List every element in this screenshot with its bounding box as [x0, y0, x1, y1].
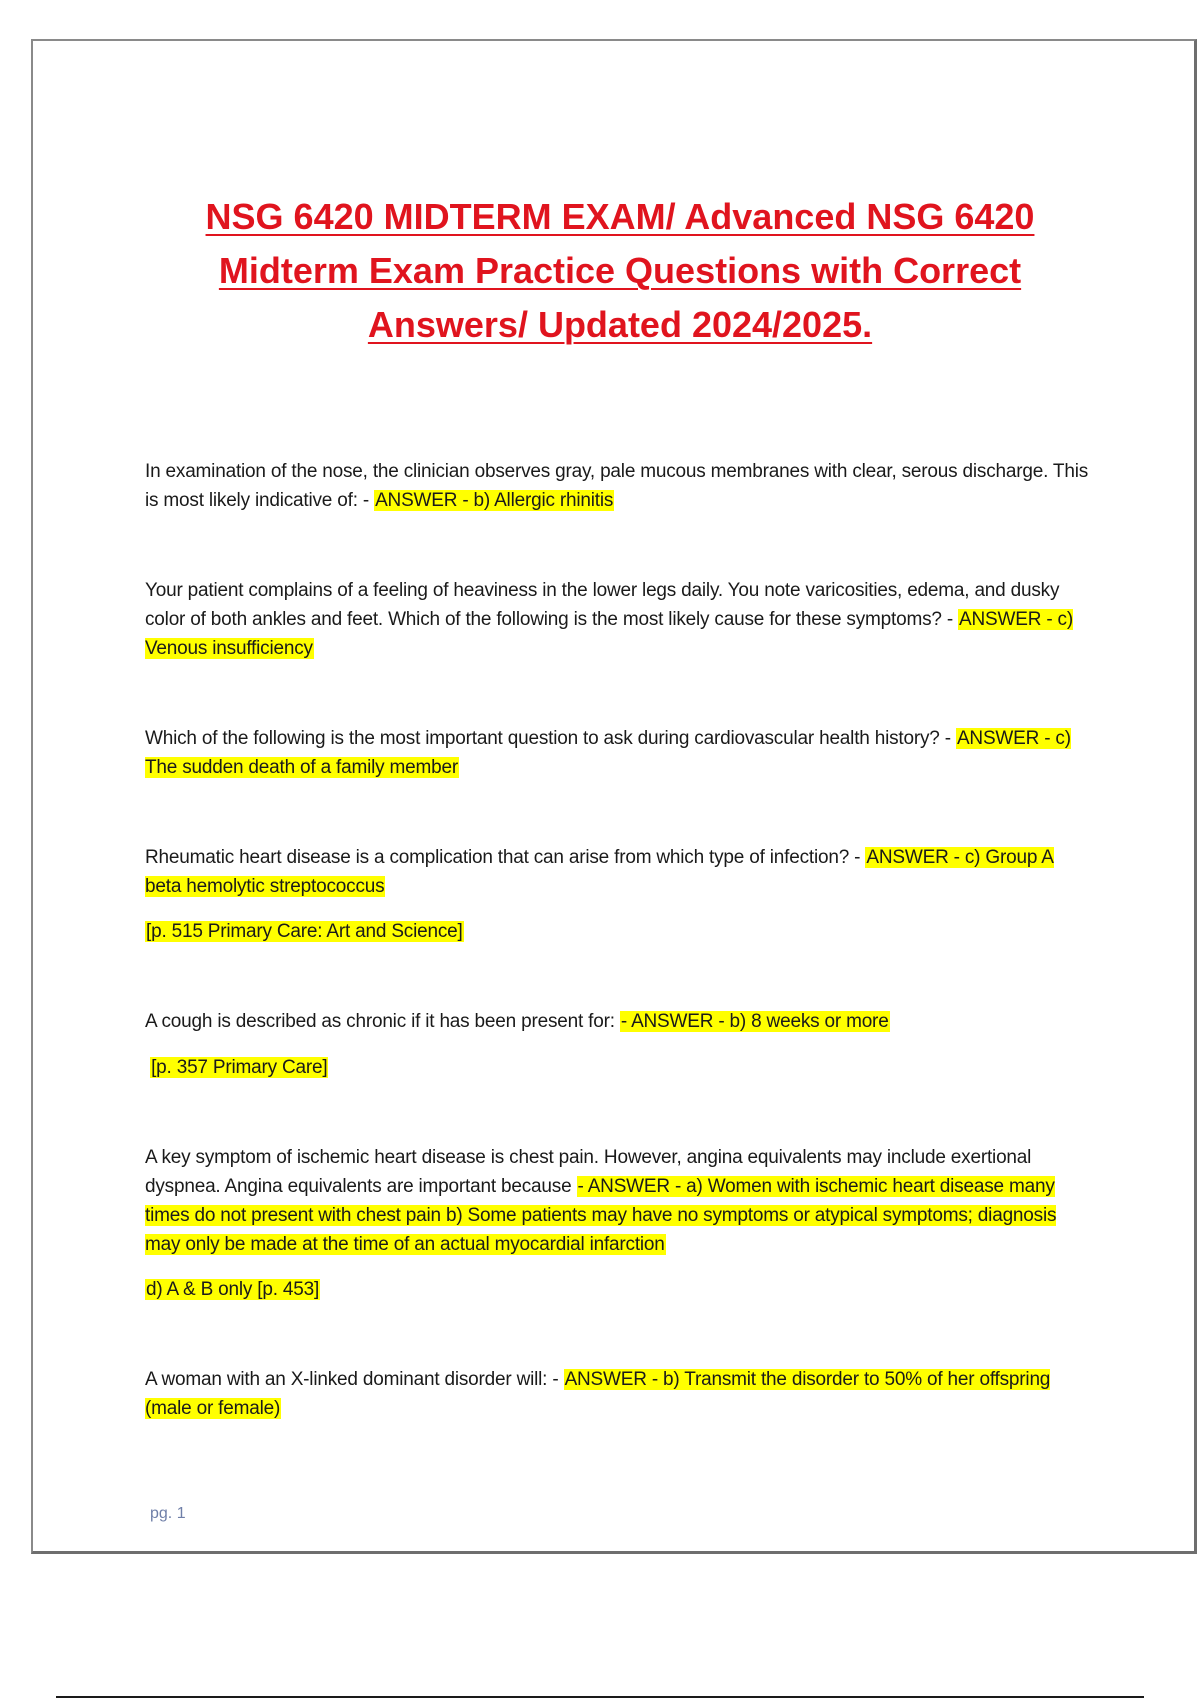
- answer-highlight: - ANSWER - b) 8 weeks or more: [620, 1011, 889, 1032]
- question-list: [145, 457, 1090, 1423]
- answer-highlight: ANSWER - c) Group A beta hemolytic streptococcus: [145, 847, 1054, 897]
- question-item-5: [145, 1007, 1090, 1036]
- answer-highlight: ANSWER - b) Transmit the disorder to 50% of her offspring (male or female): [145, 1369, 1051, 1419]
- question-text: In examination of the nose, the clinician observes gray, pale mucous membranes with clear, serous discharge. This is most likely indicative of: -: [145, 461, 1089, 511]
- reference-line: [145, 1053, 1090, 1082]
- question-item-1: [145, 457, 1090, 515]
- reference-line: [145, 1275, 1090, 1304]
- question-text: A woman with an X-linked dominant disorder will: -: [145, 1369, 559, 1390]
- answer-highlight: - ANSWER - a) Women with ischemic heart disease many times do not present with chest pain b) Some patients may have no symptoms or atypical symptoms; diagnosis may only be made at the time of an actual myocardial infarction: [145, 1176, 1057, 1255]
- bottom-rule: [56, 1696, 1144, 1698]
- answer-highlight: ANSWER - b) Allergic rhinitis: [375, 490, 614, 511]
- question-item-6: [145, 1143, 1090, 1259]
- question-text: A key symptom of ischemic heart disease is chest pain. However, angina equivalents may include exertional dyspnea. Angina equivalents are important because: [145, 1147, 1032, 1197]
- question-item-7: [145, 1365, 1090, 1423]
- question-item-3: [145, 724, 1090, 782]
- question-text: A cough is described as chronic if it has been present for:: [145, 1011, 615, 1032]
- reference-highlight: [p. 357 Primary Care]: [151, 1057, 328, 1078]
- reference-highlight: d) A & B only [p. 453]: [146, 1279, 320, 1300]
- question-text: Which of the following is the most important question to ask during cardiovascular health history? -: [145, 728, 951, 749]
- answer-highlight: ANSWER - c) The sudden death of a family member: [145, 728, 1071, 778]
- answer-highlight: ANSWER - c) Venous insufficiency: [145, 609, 1073, 659]
- question-item-4: [145, 843, 1090, 901]
- question-item-2: [145, 576, 1090, 663]
- question-text: Your patient complains of a feeling of heaviness in the lower legs daily. You note varicosities, edema, and dusky color of both ankles and feet. Which of the following is the most likely cause for these symptoms? -: [145, 580, 1060, 630]
- document-title: NSG 6420 MIDTERM EXAM/ Advanced NSG 6420 Midterm Exam Practice Questions with Correct Answers/ Updated 2024/2025.: [205, 196, 1035, 345]
- reference-highlight: [p. 515 Primary Care: Art and Science]: [146, 921, 463, 942]
- page-number: pg. 1: [150, 1505, 186, 1522]
- reference-line: [145, 917, 1090, 946]
- question-text: Rheumatic heart disease is a complication that can arise from which type of infection? -: [145, 847, 861, 868]
